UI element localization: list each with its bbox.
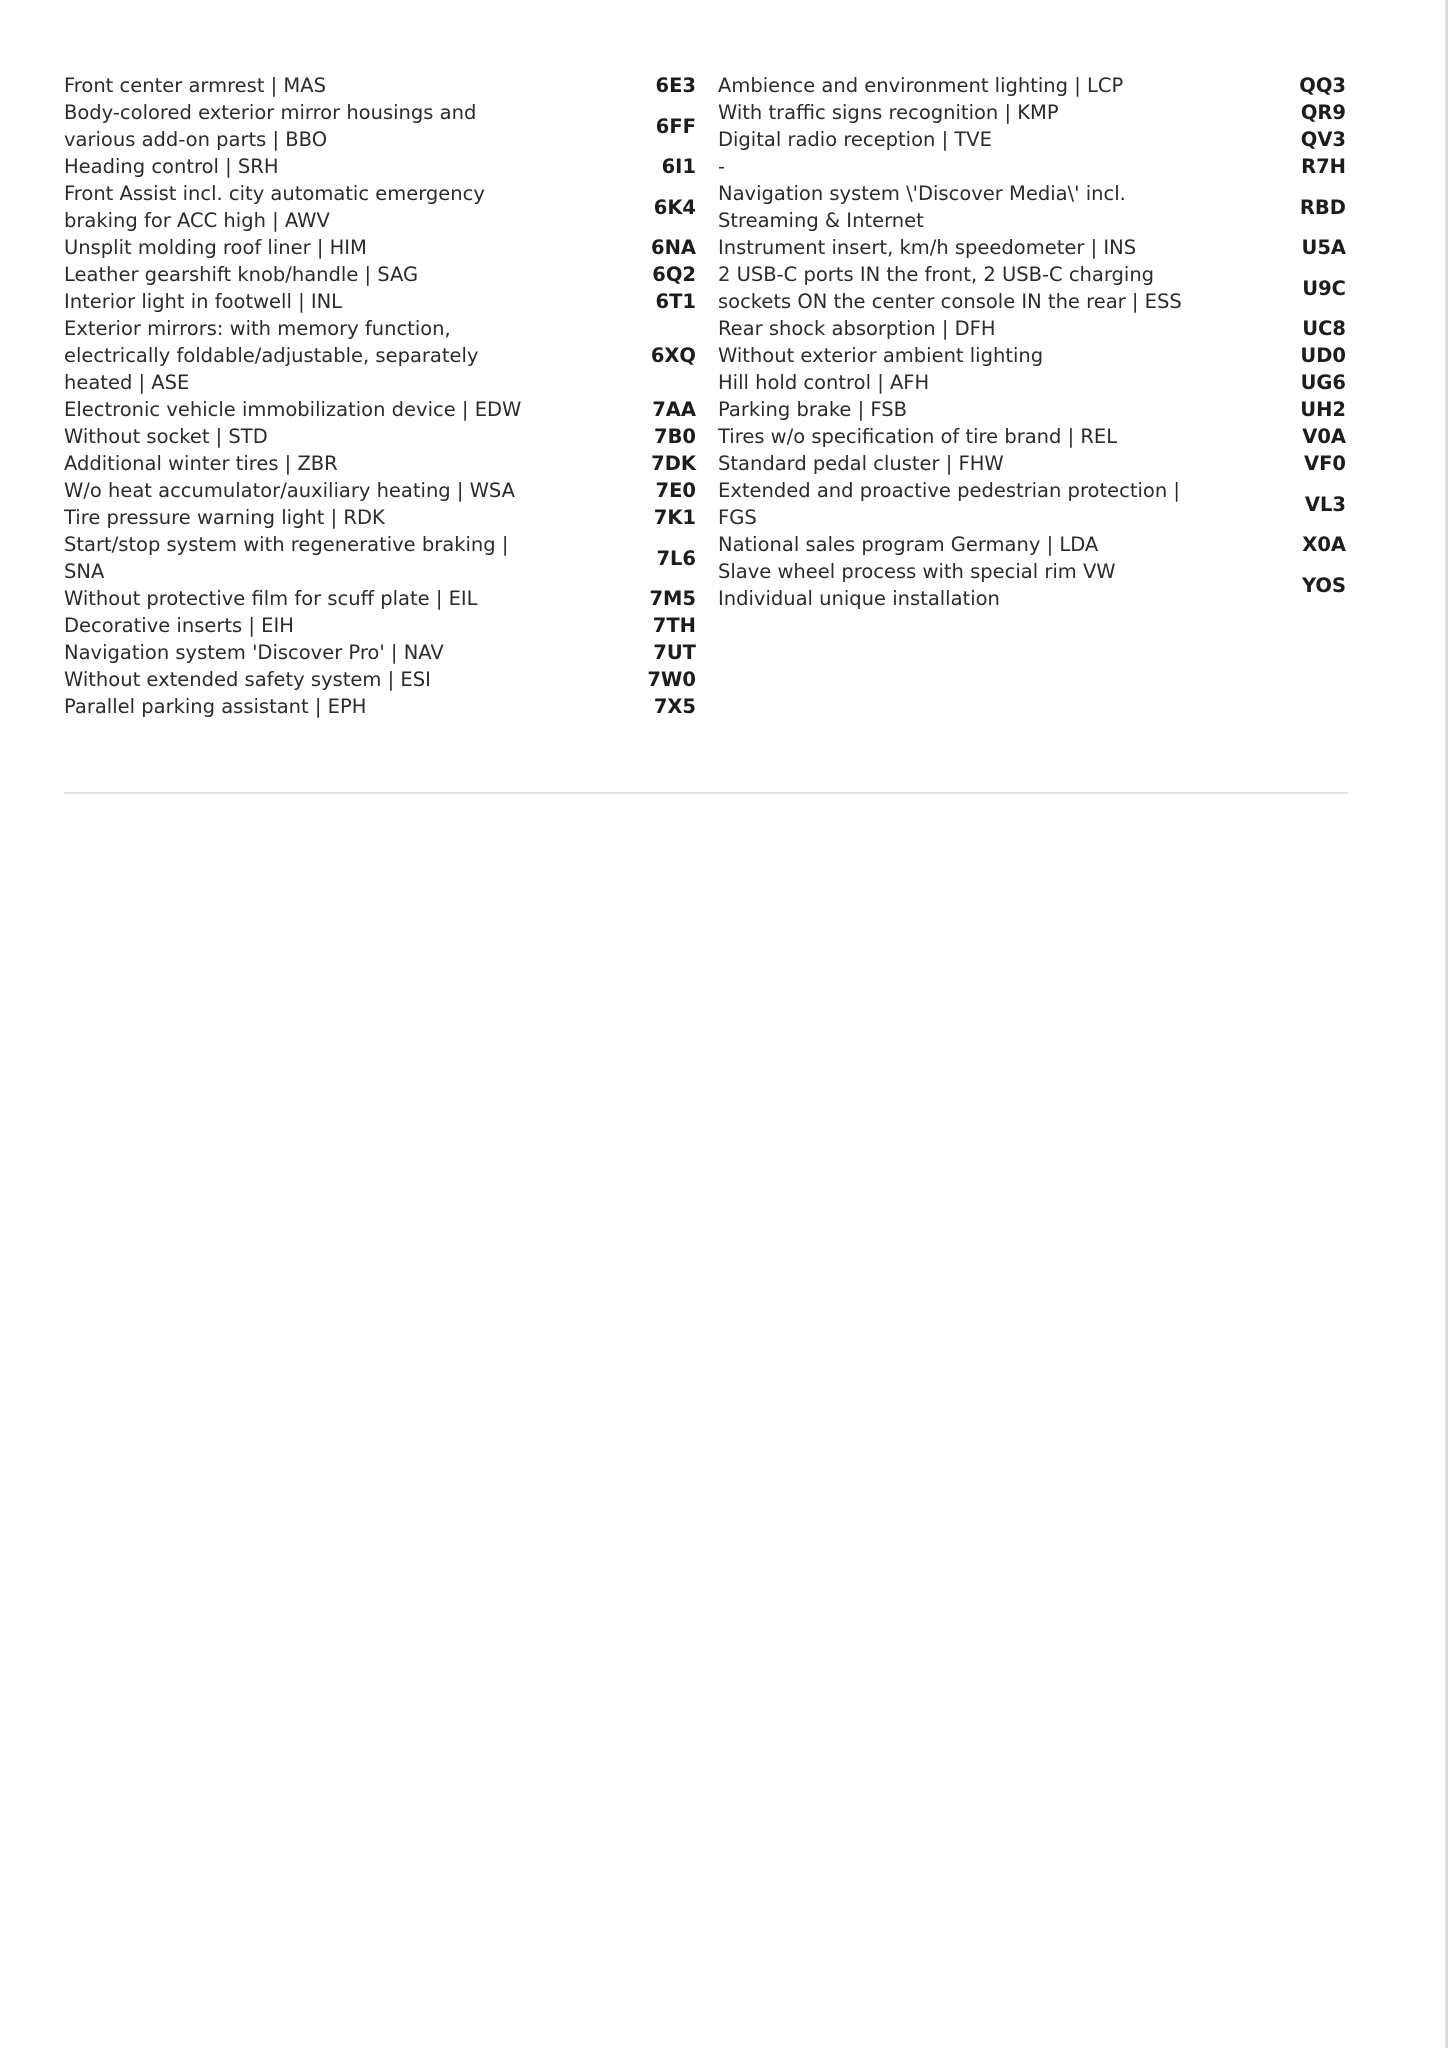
equipment-row (64, 288, 696, 315)
equipment-code: 7L6 (656, 546, 696, 570)
equipment-code: 6FF (655, 114, 696, 138)
equipment-description: Navigation system 'Discover Pro' | NAV (64, 641, 444, 664)
equipment-code: YOS (1301, 573, 1346, 597)
equipment-row (64, 261, 696, 288)
equipment-row (64, 234, 696, 261)
equipment-row (718, 477, 1346, 531)
equipment-code: 6I1 (661, 155, 696, 178)
equipment-row (718, 72, 1346, 99)
equipment-description: Additional winter tires | ZBR (64, 452, 338, 475)
equipment-row (718, 396, 1346, 423)
equipment-code: 6Q2 (652, 263, 696, 286)
equipment-description: Extended and proactive pedestrian protection | FGS (718, 479, 1180, 529)
equipment-row (718, 126, 1346, 153)
equipment-code: 7DK (651, 452, 696, 475)
equipment-row (718, 342, 1346, 369)
equipment-row (718, 423, 1346, 450)
equipment-row (718, 315, 1346, 342)
equipment-description: Heading control | SRH (64, 155, 279, 178)
equipment-description: Rear shock absorption | DFH (718, 317, 996, 340)
equipment-code: UD0 (1300, 344, 1346, 367)
equipment-code: 7K1 (653, 506, 696, 529)
equipment-code: R7H (1301, 155, 1346, 178)
equipment-description: Tire pressure warning light | RDK (64, 506, 385, 529)
equipment-row (64, 693, 696, 720)
equipment-row (64, 423, 696, 450)
equipment-code: 6E3 (655, 74, 696, 97)
equipment-description: Hill hold control | AFH (718, 371, 930, 394)
equipment-code: 7TH (652, 614, 696, 637)
equipment-description: Without exterior ambient lighting (718, 344, 1044, 367)
equipment-description: Without protective film for scuff plate | EIL (64, 587, 478, 610)
equipment-code: UG6 (1300, 371, 1346, 394)
equipment-description: Standard pedal cluster | FHW (718, 452, 1004, 475)
equipment-code: 7W0 (647, 668, 696, 691)
equipment-row (64, 612, 696, 639)
equipment-code: 7X5 (653, 695, 696, 718)
equipment-code: QR9 (1300, 101, 1346, 124)
equipment-description: Body-colored exterior mirror housings and various add-on parts | BBO (64, 101, 477, 151)
equipment-description: Electronic vehicle immobilization device | EDW (64, 398, 522, 421)
equipment-row (718, 261, 1346, 315)
equipment-description: Ambience and environment lighting | LCP (718, 74, 1124, 97)
equipment-description: National sales program Germany | LDA (718, 533, 1099, 556)
equipment-code: VF0 (1304, 452, 1346, 475)
equipment-row (64, 477, 696, 504)
equipment-row (64, 504, 696, 531)
equipment-row (64, 666, 696, 693)
equipment-row (718, 558, 1346, 612)
equipment-description: - (718, 155, 726, 178)
equipment-description: With traffic signs recognition | KMP (718, 101, 1059, 124)
equipment-code: 7B0 (654, 425, 696, 448)
equipment-row (64, 531, 696, 585)
equipment-row (718, 153, 1346, 180)
equipment-description: Tires w/o specification of tire brand | REL (718, 425, 1118, 448)
equipment-code: V0A (1302, 425, 1346, 448)
equipment-description: 2 USB-C ports IN the front, 2 USB-C charging sockets ON the center console IN the rear | ESS (718, 263, 1182, 313)
equipment-description: Slave wheel process with special rim VW Individual unique installation (718, 560, 1116, 610)
equipment-row (718, 99, 1346, 126)
equipment-description: Exterior mirrors: with memory function, electrically foldable/adjustable, separately heated | ASE (64, 317, 479, 394)
equipment-description: Without extended safety system | ESI (64, 668, 431, 691)
equipment-description: Leather gearshift knob/handle | SAG (64, 263, 419, 286)
equipment-code: U9C (1302, 276, 1346, 300)
equipment-row (718, 234, 1346, 261)
equipment-description: Digital radio reception | TVE (718, 128, 992, 151)
equipment-description: Start/stop system with regenerative braking | SNA (64, 533, 509, 583)
equipment-code: RBD (1299, 195, 1346, 219)
equipment-row (718, 180, 1346, 234)
equipment-row (64, 153, 696, 180)
equipment-description: Navigation system \'Discover Media\' incl. Streaming & Internet (718, 182, 1126, 232)
equipment-code: 7E0 (655, 479, 696, 502)
equipment-row (64, 396, 696, 423)
equipment-row (718, 450, 1346, 477)
equipment-row (64, 639, 696, 666)
equipment-description: Without socket | STD (64, 425, 268, 448)
equipment-row (64, 450, 696, 477)
equipment-code: 7AA (652, 398, 696, 421)
equipment-row (64, 315, 696, 396)
equipment-code: 6K4 (653, 195, 696, 219)
equipment-description: Front Assist incl. city automatic emergency braking for ACC high | AWV (64, 182, 485, 232)
equipment-description: Unsplit molding roof liner | HIM (64, 236, 367, 259)
equipment-description: Decorative inserts | EIH (64, 614, 294, 637)
left-equipment-column (64, 72, 696, 720)
equipment-code: U5A (1301, 236, 1346, 259)
equipment-code: X0A (1302, 533, 1346, 556)
equipment-description: Front center armrest | MAS (64, 74, 326, 97)
equipment-row (64, 180, 696, 234)
equipment-description: Instrument insert, km/h speedometer | INS (718, 236, 1137, 259)
equipment-code: UC8 (1302, 317, 1346, 340)
equipment-code: QQ3 (1299, 74, 1346, 97)
equipment-code: UH2 (1300, 398, 1346, 421)
equipment-code: 7M5 (649, 587, 696, 610)
equipment-code: QV3 (1300, 128, 1346, 151)
equipment-row (64, 99, 696, 153)
equipment-row (718, 531, 1346, 558)
equipment-description: W/o heat accumulator/auxiliary heating | WSA (64, 479, 516, 502)
section-divider (64, 792, 1348, 794)
equipment-row (64, 585, 696, 612)
equipment-description: Parking brake | FSB (718, 398, 908, 421)
equipment-row (718, 369, 1346, 396)
equipment-code: 6T1 (655, 290, 696, 313)
equipment-code: 7UT (653, 641, 696, 664)
equipment-code: 6NA (651, 236, 696, 259)
equipment-code: VL3 (1304, 492, 1346, 516)
equipment-description: Interior light in footwell | INL (64, 290, 343, 313)
equipment-row (64, 72, 696, 99)
equipment-code: 6XQ (650, 344, 696, 367)
right-equipment-column (718, 72, 1346, 612)
equipment-description: Parallel parking assistant | EPH (64, 695, 367, 718)
